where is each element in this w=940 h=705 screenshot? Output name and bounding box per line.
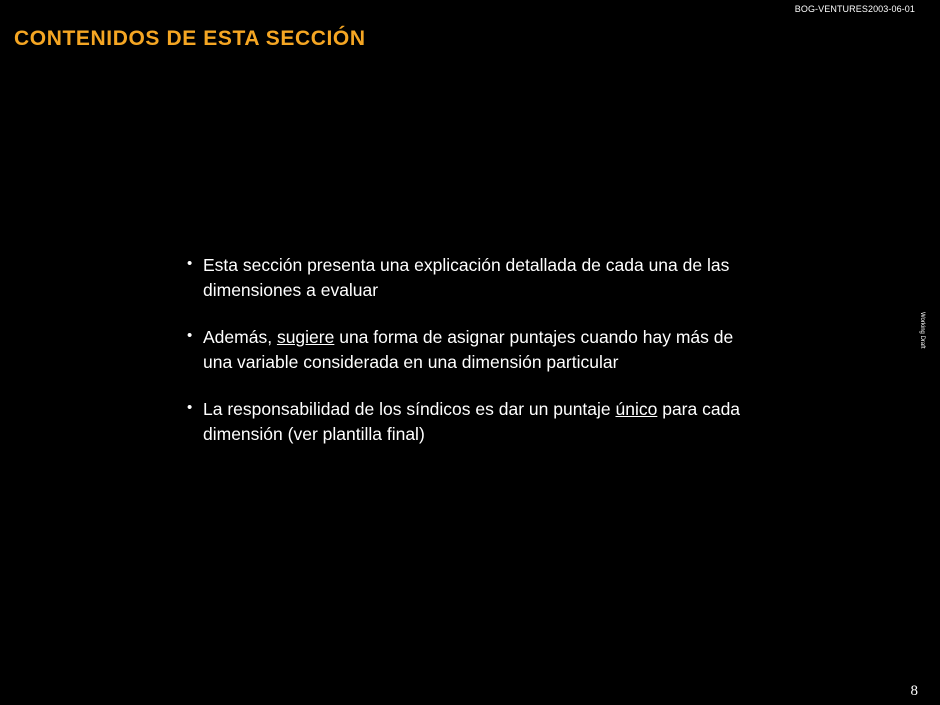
bullet-text-part: La responsabilidad de los síndicos es dar un puntaje <box>203 399 616 419</box>
underlined-word: único <box>615 399 658 419</box>
bullet-item <box>187 253 757 302</box>
slide-title: CONTENIDOS DE ESTA SECCIÓN <box>14 27 366 50</box>
working-draft-label: Working Draft <box>919 312 925 349</box>
bullet-dot-icon: • <box>187 399 193 416</box>
bullet-text-part: Además, <box>203 327 277 347</box>
bullet-text <box>203 397 757 446</box>
bullet-list <box>187 253 757 469</box>
document-id: BOG-VENTURES2003-06-01 <box>794 4 915 14</box>
underlined-word: sugiere <box>276 327 335 347</box>
bullet-text-part: para cada dimensión (ver plantilla final) <box>203 399 741 444</box>
bullet-text <box>203 253 757 302</box>
bullet-text-part: Esta sección presenta una explicación detallada de cada una de las dimensiones a evaluar <box>203 255 730 300</box>
bullet-item <box>187 325 757 374</box>
bullet-item <box>187 397 757 446</box>
bullet-dot-icon: • <box>187 255 193 272</box>
page-number: 8 <box>910 683 918 699</box>
bullet-text-part: una forma de asignar puntajes cuando hay más de una variable considerada en una dimensión particular <box>203 327 734 372</box>
bullet-text <box>203 325 757 374</box>
bullet-dot-icon: • <box>187 327 193 344</box>
